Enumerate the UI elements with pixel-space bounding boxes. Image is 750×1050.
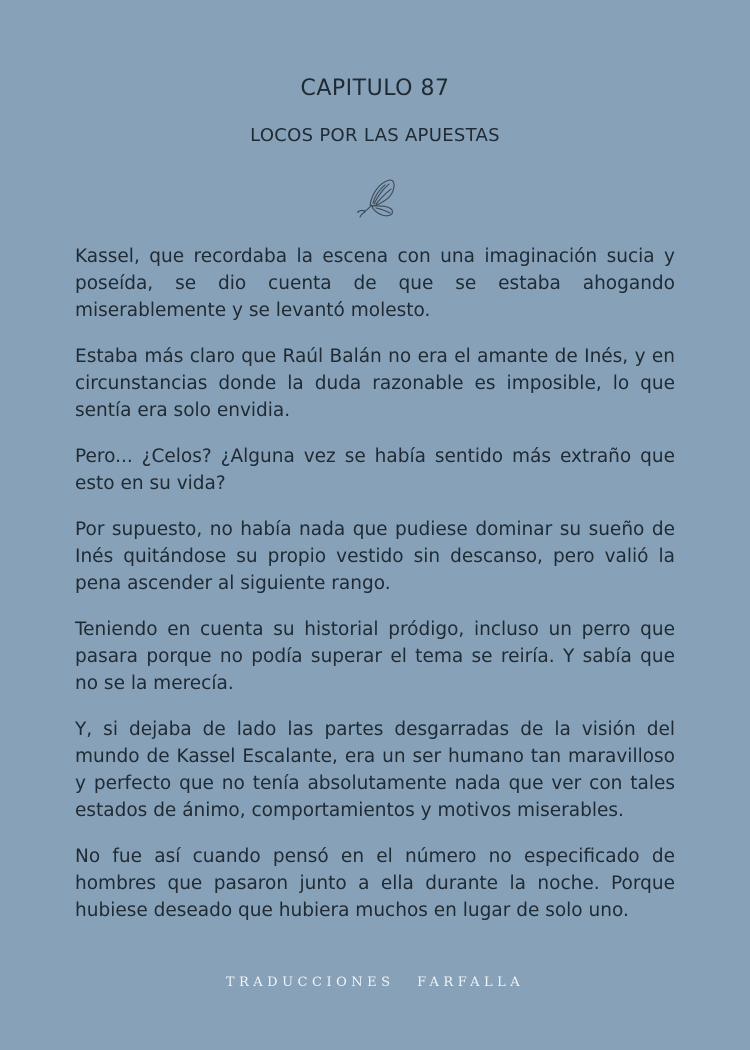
paragraph: Teniendo en cuenta su historial pródigo, incluso un perro que pasara porque no podía superar el tema se reiría. Y sabía que no se la merecía. [75,619,675,694]
chapter-body [75,243,675,943]
paragraph: Y, si dejaba de lado las partes desgarradas de la visión del mundo de Kassel Escalante, era un ser humano tan maravilloso y perfecto que no tenía absolutamente nada que ver con tales estados de ánimo, comportamientos y motivos miserables. [75,719,675,821]
chapter-title: CAPITULO 87 [300,76,450,101]
paragraph: Estaba más claro que Raúl Balán no era el amante de Inés, y en circunstancias donde la duda razonable es imposible, lo que sentía era solo envidia. [75,346,675,421]
paragraph: Pero... ¿Celos? ¿Alguna vez se había sentido más extraño que esto en su vida? [75,446,675,494]
paragraph: Kassel, que recordaba la escena con una imaginación sucia y poseída, se dio cuenta de que se estaba ahogando miserablemente y se levantó molesto. [75,246,675,321]
chapter-subtitle: LOCOS POR LAS APUESTAS [250,125,500,146]
footer-credit: TRADUCCIONES FARFALLA [225,975,525,990]
butterfly-icon [352,177,398,219]
paragraph: Por supuesto, no había nada que pudiese dominar su sueño de Inés quitándose su propio vestido sin descanso, pero valió la pena ascender al siguiente rango. [75,519,675,594]
paragraph: No fue así cuando pensó en el número no especificado de hombres que pasaron junto a ella durante la noche. Porque hubiese deseado que hubiera muchos en lugar de solo uno. [75,846,675,921]
